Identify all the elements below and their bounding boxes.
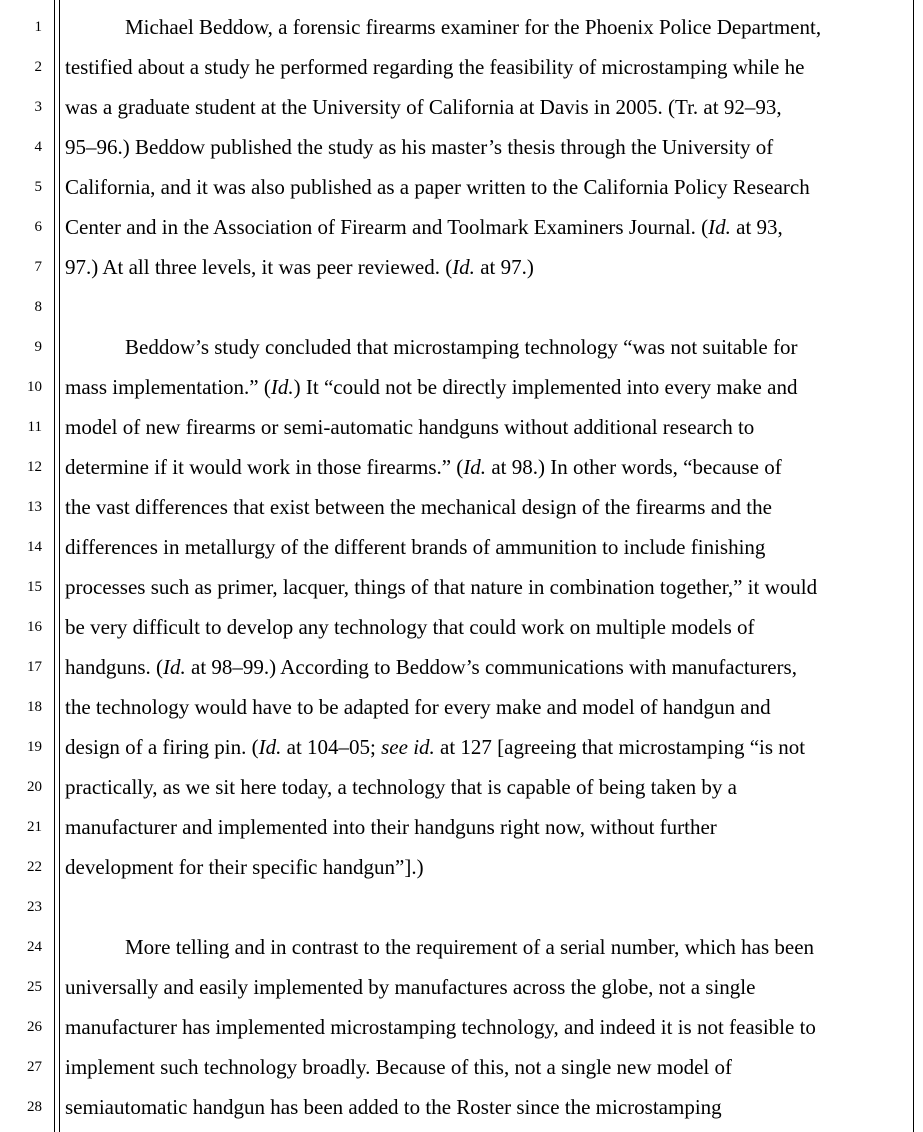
text-segment: processes such as primer, lacquer, things of that nature in combination together,” it would <box>65 575 818 599</box>
line-number: 22 <box>27 859 42 875</box>
text-segment: at 98.) In other words, “because of <box>486 455 782 479</box>
text-segment: More telling and in contrast to the requirement of a serial number, which has been <box>125 935 815 959</box>
line-number: 1 <box>34 19 42 35</box>
text-segment: was a graduate student at the University of California at Davis in 2005. (Tr. at 92–93, <box>65 95 782 119</box>
citation-italic: Id. <box>258 735 282 759</box>
text-line <box>125 333 797 361</box>
line-number: 7 <box>34 259 42 275</box>
text-line <box>65 173 810 201</box>
line-number: 19 <box>27 739 42 755</box>
citation-italic: Id. <box>463 455 487 479</box>
text-segment: manufacturer and implemented into their handguns right now, without further <box>65 815 717 839</box>
line-number: 14 <box>27 539 42 555</box>
citation-italic: Id. <box>452 255 475 279</box>
line-number: 9 <box>34 339 42 355</box>
citation-italic: Id. <box>270 375 294 399</box>
line-number: 10 <box>27 379 42 395</box>
text-segment: California, and it was also published as a paper written to the California Policy Research <box>65 175 810 199</box>
text-line <box>65 53 804 81</box>
text-line <box>65 1013 816 1041</box>
text-line <box>65 653 797 681</box>
citation-italic: see id. <box>381 735 435 759</box>
line-number: 15 <box>27 579 42 595</box>
text-segment: manufacturer has implemented microstamping technology, and indeed it is not feasible to <box>65 1015 816 1039</box>
text-segment: development for their specific handgun”].) <box>65 855 424 879</box>
text-segment: handguns. ( <box>65 655 163 679</box>
text-segment: testified about a study he performed regarding the feasibility of microstamping while he <box>65 55 805 79</box>
text-segment: 97.) At all three levels, it was peer reviewed. ( <box>65 255 453 279</box>
text-segment: differences in metallurgy of the different brands of ammunition to include finishing <box>65 535 766 559</box>
text-line <box>65 813 717 841</box>
line-number: 23 <box>27 899 42 915</box>
text-line <box>65 773 737 801</box>
text-segment: Beddow’s study concluded that microstamping technology “was not suitable for <box>125 335 798 359</box>
line-number: 11 <box>27 419 42 435</box>
line-number: 17 <box>27 659 42 675</box>
text-line <box>65 733 805 761</box>
text-segment: ) It “could not be directly implemented into every make and <box>293 375 798 399</box>
line-number: 25 <box>27 979 42 995</box>
text-line <box>65 493 772 521</box>
text-segment: 95–96.) Beddow published the study as his master’s thesis through the University of <box>65 135 774 159</box>
line-number: 28 <box>27 1099 42 1115</box>
text-segment: the technology would have to be adapted for every make and model of handgun and <box>65 695 771 719</box>
text-line <box>65 213 783 241</box>
text-line <box>125 13 821 41</box>
text-line <box>65 413 754 441</box>
line-number: 20 <box>27 779 42 795</box>
line-number: 3 <box>34 99 42 115</box>
text-segment: at 104–05; <box>281 735 382 759</box>
text-line <box>65 853 424 881</box>
line-number: 27 <box>27 1059 42 1075</box>
line-number: 18 <box>27 699 42 715</box>
text-line <box>65 133 773 161</box>
text-segment: at 93, <box>730 215 783 239</box>
text-line <box>65 1053 732 1081</box>
line-number: 21 <box>27 819 42 835</box>
line-number: 26 <box>27 1019 42 1035</box>
line-number: 8 <box>34 299 42 315</box>
text-line <box>65 573 817 601</box>
text-segment: at 127 [agreeing that microstamping “is not <box>434 735 806 759</box>
text-segment: design of a firing pin. ( <box>65 735 259 759</box>
text-segment: semiautomatic handgun has been added to the Roster since the microstamping <box>65 1095 722 1119</box>
left-margin-rule <box>54 0 55 1132</box>
line-number: 12 <box>27 459 42 475</box>
line-number: 16 <box>27 619 42 635</box>
text-segment: model of new firearms or semi-automatic handguns without additional research to <box>65 415 755 439</box>
text-line <box>65 453 782 481</box>
text-line <box>65 1093 722 1121</box>
right-margin-rule <box>913 0 914 1132</box>
text-line <box>65 973 755 1001</box>
text-segment: be very difficult to develop any technology that could work on multiple models of <box>65 615 755 639</box>
text-segment: at 97.) <box>474 255 534 279</box>
text-segment: the vast differences that exist between the mechanical design of the firearms and the <box>65 495 772 519</box>
text-segment: Center and in the Association of Firearm and Toolmark Examiners Journal. ( <box>65 215 709 239</box>
text-segment: universally and easily implemented by manufactures across the globe, not a single <box>65 975 756 999</box>
left-margin-rule-inner <box>59 0 60 1132</box>
text-segment: mass implementation.” ( <box>65 375 271 399</box>
line-number: 2 <box>34 59 42 75</box>
text-line <box>65 533 765 561</box>
text-segment: at 98–99.) According to Beddow’s communications with manufacturers, <box>185 655 797 679</box>
text-line <box>65 93 782 121</box>
text-line <box>65 693 771 721</box>
text-segment: determine if it would work in those firearms.” ( <box>65 455 464 479</box>
text-segment: implement such technology broadly. Because of this, not a single new model of <box>65 1055 732 1079</box>
line-number: 4 <box>34 139 42 155</box>
text-line <box>65 613 755 641</box>
citation-italic: Id. <box>163 655 186 679</box>
text-line <box>65 373 797 401</box>
citation-italic: Id. <box>708 215 731 239</box>
line-number: 6 <box>34 219 42 235</box>
text-line <box>65 253 534 281</box>
text-segment: Michael Beddow, a forensic firearms examiner for the Phoenix Police Department, <box>125 15 822 39</box>
text-line <box>125 933 814 961</box>
line-number: 13 <box>27 499 42 515</box>
line-number: 5 <box>34 179 42 195</box>
text-segment: practically, as we sit here today, a technology that is capable of being taken by a <box>65 775 737 799</box>
line-number: 24 <box>27 939 42 955</box>
